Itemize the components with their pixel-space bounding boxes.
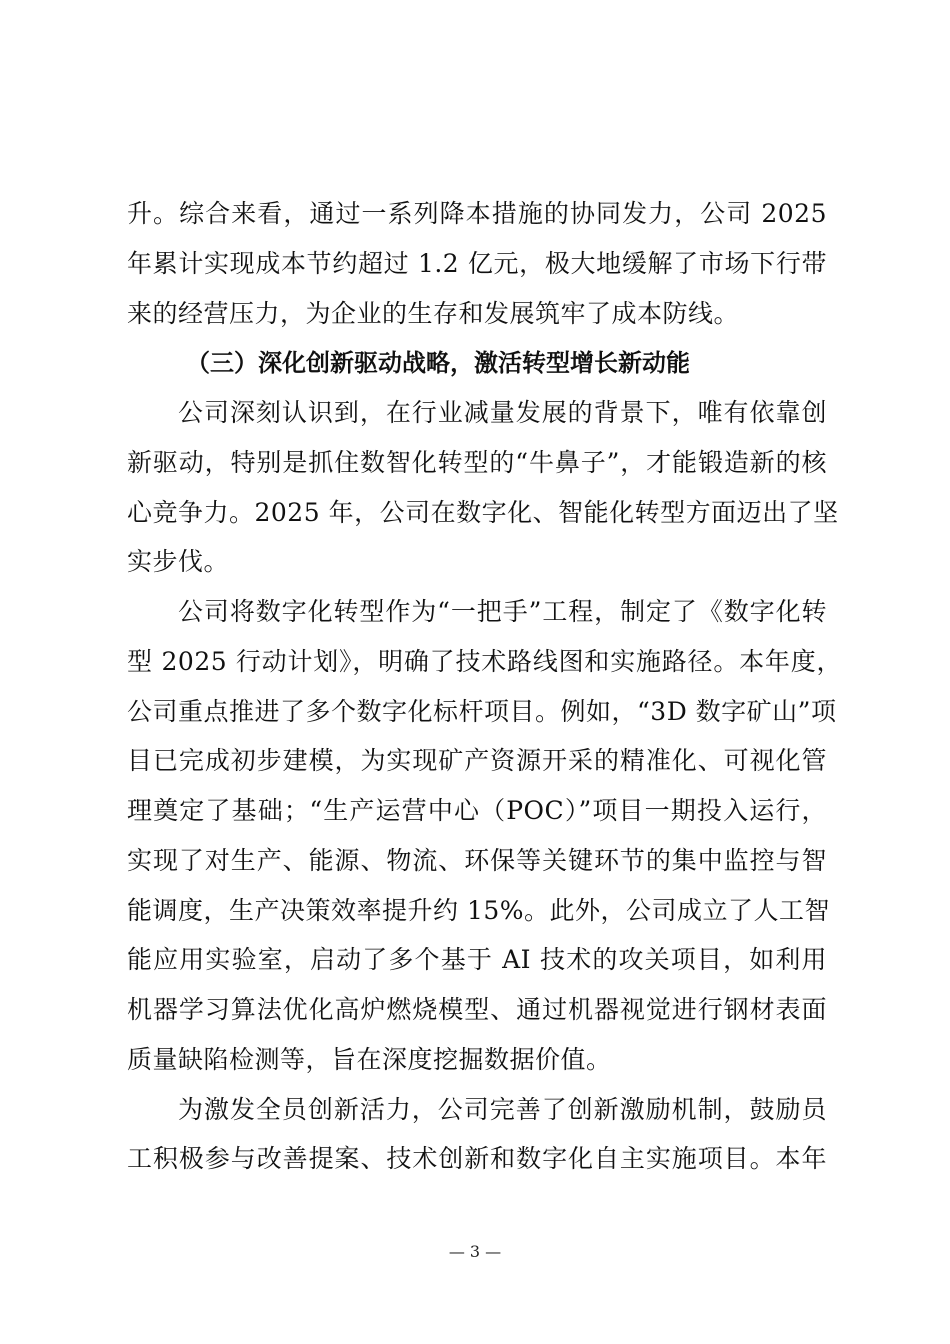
paragraph-line: 工积极参与改善提案、技术创新和数字化自主实施项目。本年: [127, 1144, 827, 1173]
paragraph-line: 来的经营压力，为企业的生存和发展筑牢了成本防线。: [127, 299, 740, 328]
paragraph-line: 质量缺陷检测等，旨在深度挖掘数据价值。: [127, 1045, 612, 1074]
paragraph-line: 年累计实现成本节约超过 1.2 亿元，极大地缓解了市场下行带: [127, 249, 827, 278]
paragraph-line: 新驱动，特别是抓住数智化转型的“牛鼻子”，才能锻造新的核: [127, 448, 827, 477]
paragraph-line: 公司深刻认识到，在行业减量发展的背景下，唯有依靠创: [178, 398, 827, 427]
paragraph-line: 能调度，生产决策效率提升约 15%。此外，公司成立了人工智: [127, 896, 831, 925]
paragraph-line: 公司重点推进了多个数字化标杆项目。例如，“3D 数字矿山”项: [127, 697, 837, 726]
paragraph-line: 实现了对生产、能源、物流、环保等关键环节的集中监控与智: [127, 846, 827, 875]
paragraph-line: 公司将数字化转型作为“一把手”工程，制定了《数字化转: [178, 597, 827, 626]
paragraph-line: 实步伐。: [127, 547, 230, 576]
section-heading: （三）深化创新驱动战略，激活转型增长新动能: [186, 349, 690, 377]
page-number: — 3 —: [448, 1242, 502, 1261]
paragraph-line: 目已完成初步建模，为实现矿产资源开采的精准化、可视化管: [127, 746, 827, 775]
paragraph-line: 能应用实验室，启动了多个基于 AI 技术的攻关项目，如利用: [127, 945, 827, 974]
paragraph-line: 心竞争力。2025 年，公司在数字化、智能化转型方面迈出了坚: [127, 498, 839, 527]
paragraph-line: 机器学习算法优化高炉燃烧模型、通过机器视觉进行钢材表面: [127, 995, 827, 1024]
paragraph-line: 理奠定了基础；“生产运营中心（POC）”项目一期投入运行，: [127, 796, 827, 825]
paragraph-line: 型 2025 行动计划》，明确了技术路线图和实施路径。本年度，: [127, 647, 842, 676]
paragraph-line: 升。综合来看，通过一系列降本措施的协同发力，公司 2025: [127, 199, 827, 228]
paragraph-line: 为激发全员创新活力，公司完善了创新激励机制，鼓励员: [178, 1095, 827, 1124]
